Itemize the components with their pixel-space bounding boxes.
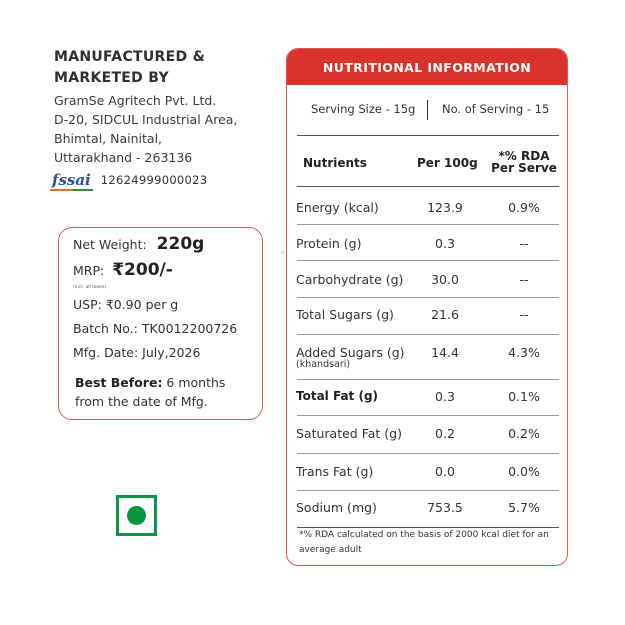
nutrient-per100: 21.6 [431,307,459,322]
nutrient-name: Sodium (mg) [296,500,377,515]
header-rda [484,150,564,174]
best-before [75,373,255,411]
mrp-value: ₹200/- [112,260,173,280]
nutrition-title: NUTRITIONAL INFORMATION [287,49,567,85]
divider [297,224,559,225]
nutrient-rda: 0.0% [508,464,540,479]
veg-mark-dot [127,506,146,525]
nutrient-per100: 0.3 [435,236,455,251]
divider [297,135,559,136]
nutrient-rda: 0.1% [508,389,540,404]
manufacturer-heading-1: MANUFACTURED & [54,49,206,65]
serving-divider [427,100,428,120]
header-nutrients: Nutrients [303,156,367,170]
stray-mark: ǝ [281,250,285,256]
mrp-label: MRP: [73,263,105,278]
mrp [73,260,173,280]
divider [297,490,559,491]
address-line-1: D-20, SIDCUL Industrial Area, [54,112,238,127]
nutrient-name: Energy (kcal) [296,200,379,215]
nutrient-name: Total Sugars (g) [296,307,394,322]
divider [297,297,559,298]
nutrient-name: Total Fat (g) [296,389,379,403]
mrp-tax-note: (incl. all taxes) [73,285,107,290]
nutrient-per100: 14.4 [431,345,459,360]
header-per100: Per 100g [417,156,478,170]
usp: USP: ₹0.90 per g [73,297,179,312]
divider [297,186,559,187]
nutrient-name: Trans Fat (g) [296,464,374,479]
nutrient-rda: 0.9% [508,200,540,215]
serving-size: Serving Size - 15g [311,102,416,116]
divider [297,379,559,380]
manufacturer-block [54,47,274,167]
fssai-license [50,171,207,189]
product-info-box [58,227,263,420]
nutrient-name: Carbohydrate (g) [296,272,404,287]
nutrient-subname: (khandsari) [296,359,351,370]
address-line-2: Bhimtal, Nainital, [54,131,163,146]
nutrient-per100: 0.3 [435,389,455,404]
net-weight-value: 220g [156,234,205,254]
manufacturer-heading-2: MARKETED BY [54,70,169,86]
best-before-value: 6 months from the date of Mfg. [75,375,226,409]
nutrient-rda: 5.7% [508,500,540,515]
nutrient-per100: 0.0 [435,464,455,479]
nutrient-per100: 0.2 [435,426,455,441]
nutrient-name: Saturated Fat (g) [296,426,402,441]
nutrient-per100: 753.5 [427,500,463,515]
header-rda-line2: Per Serve [491,161,557,175]
batch-number: Batch No.: TK0012200726 [73,321,238,336]
nutrient-per100: 30.0 [431,272,459,287]
servings-count: No. of Serving - 15 [442,102,550,116]
nutrient-rda: -- [519,272,529,287]
rda-footnote: *% RDA calculated on the basis of 2000 kcal diet for an average adult [299,530,549,555]
nutrient-rda: -- [519,236,529,251]
nutrient-name: Protein (g) [296,236,362,251]
net-weight-label: Net Weight: [73,237,147,252]
divider [297,453,559,454]
divider [297,334,559,335]
veg-mark-icon [116,495,157,536]
divider [297,415,559,416]
nutrition-panel [286,48,568,566]
company-name: GramSe Agritech Pvt. Ltd. [54,93,217,108]
divider [297,260,559,261]
fssai-license-number: 12624999000023 [100,173,208,187]
net-weight [73,234,204,254]
nutrient-rda: -- [519,307,529,322]
fssai-logo: fssai [52,171,91,189]
header-rda-line1: *% RDA [498,149,550,163]
address-line-3: Uttarakhand - 263136 [54,150,193,165]
nutrient-name: Added Sugars (g) [296,345,405,360]
nutrient-per100: 123.9 [427,200,463,215]
nutrient-rda: 4.3% [508,345,540,360]
mfg-date: Mfg. Date: July,2026 [73,345,201,360]
nutrient-rda: 0.2% [508,426,540,441]
best-before-label: Best Before: [75,375,163,390]
